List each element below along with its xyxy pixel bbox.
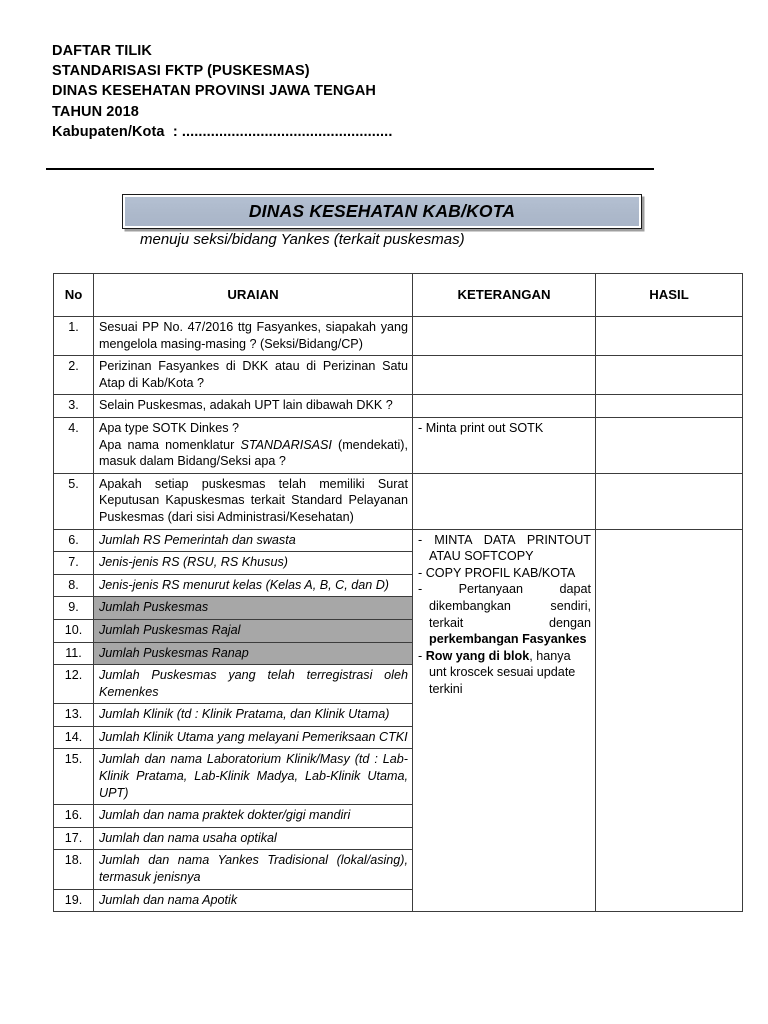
row-uraian-highlighted: Jumlah Puskesmas Ranap	[94, 642, 413, 665]
banner-title: DINAS KESEHATAN KAB/KOTA	[248, 201, 516, 221]
header-line-kabupaten: Kabupaten/Kota : ...................................................	[52, 123, 393, 140]
row-uraian: Jumlah dan nama Yankes Tradisional (lokal/asing), termasuk jenisnya	[94, 850, 413, 889]
row-uraian: Jumlah dan nama Laboratorium Klinik/Masy (td : Lab-Klinik Pratama, Lab-Klinik Madya, Lab-Klinik Utama, UPT)	[94, 749, 413, 805]
row-number: 19.	[54, 889, 94, 912]
row-number: 5.	[54, 473, 94, 529]
document-header	[52, 41, 672, 142]
row-number: 16.	[54, 805, 94, 828]
banner-box	[122, 194, 642, 229]
row-keterangan	[413, 473, 596, 529]
checklist-table	[53, 273, 743, 912]
table-row	[54, 473, 743, 529]
row-keterangan: - Minta print out SOTK	[413, 417, 596, 473]
row-uraian: Sesuai PP No. 47/2016 ttg Fasyankes, siapakah yang mengelola masing-masing ? (Seksi/Bidang/CP)	[94, 317, 413, 356]
row-number: 15.	[54, 749, 94, 805]
banner-container	[122, 194, 642, 229]
row-uraian-line1: Apa type SOTK Dinkes ?	[99, 420, 239, 435]
row-uraian-line2-a: Apa nama nomenklatur	[99, 437, 241, 452]
row-hasil[interactable]	[596, 356, 743, 395]
header-line-standarisasi: STANDARISASI FKTP (PUSKESMAS)	[52, 63, 310, 80]
row-uraian-emphasis: STANDARISASI	[240, 437, 332, 452]
row-uraian: Jenis-jenis RS menurut kelas (Kelas A, B, C, dan D)	[94, 574, 413, 597]
col-header-hasil: HASIL	[596, 274, 743, 317]
row-uraian	[94, 417, 413, 473]
keterangan-note-4-rest: , hanya unt kroscek sesuai update terkini	[429, 648, 576, 696]
row-hasil[interactable]	[596, 473, 743, 529]
table-row	[54, 395, 743, 418]
row-number: 7.	[54, 552, 94, 575]
row-uraian: Jenis-jenis RS (RSU, RS Khusus)	[94, 552, 413, 575]
row-number: 1.	[54, 317, 94, 356]
row-number: 4.	[54, 417, 94, 473]
keterangan-note-2: - COPY PROFIL KAB/KOTA	[418, 565, 576, 580]
row-number: 13.	[54, 704, 94, 727]
row-number: 2.	[54, 356, 94, 395]
row-uraian: Apakah setiap puskesmas telah memiliki Surat Keputusan Kapuskesmas terkait Standard Pelayanan Puskesmas (dari sisi Administrasi/Kesehatan)	[94, 473, 413, 529]
row-uraian-line2-b: (mendekati), masuk dalam Bidang/Seksi apa ?	[99, 437, 408, 469]
row-uraian: Jumlah dan nama Apotik	[94, 889, 413, 912]
row-uraian: Jumlah RS Pemerintah dan swasta	[94, 529, 413, 552]
row-number: 18.	[54, 850, 94, 889]
table-header-row	[54, 274, 743, 317]
col-header-keterangan: KETERANGAN	[413, 274, 596, 317]
keterangan-merged-cell	[413, 529, 596, 912]
table-row	[54, 529, 743, 552]
row-keterangan	[413, 356, 596, 395]
row-number: 8.	[54, 574, 94, 597]
row-uraian: Jumlah Klinik Utama yang melayani Pemeriksaan CTKI	[94, 726, 413, 749]
row-number: 6.	[54, 529, 94, 552]
keterangan-note-4-dash: -	[418, 648, 426, 663]
row-uraian: Selain Puskesmas, adakah UPT lain dibawah DKK ?	[94, 395, 413, 418]
row-uraian-highlighted: Jumlah Puskesmas	[94, 597, 413, 620]
row-uraian: Jumlah dan nama usaha optikal	[94, 827, 413, 850]
col-header-uraian: URAIAN	[94, 274, 413, 317]
row-number: 9.	[54, 597, 94, 620]
table-row	[54, 417, 743, 473]
row-number: 17.	[54, 827, 94, 850]
row-hasil[interactable]	[596, 317, 743, 356]
row-number: 12.	[54, 665, 94, 704]
keterangan-note-3-text: - Pertanyaan dapat dikembangkan sendiri, terkait dengan	[418, 582, 591, 630]
hasil-merged-cell[interactable]	[596, 529, 743, 912]
table-row	[54, 317, 743, 356]
keterangan-note-4-bold: Row yang di blok	[425, 648, 530, 663]
banner-subtitle: menuju seksi/bidang Yankes (terkait puskesmas)	[140, 231, 465, 248]
header-line-dinas: DINAS KESEHATAN PROVINSI JAWA TENGAH	[52, 83, 376, 100]
row-number: 10.	[54, 619, 94, 642]
row-uraian: Jumlah dan nama praktek dokter/gigi mandiri	[94, 805, 413, 828]
keterangan-note-1: - MINTA DATA PRINTOUT ATAU SOFTCOPY	[418, 532, 591, 564]
keterangan-note-3	[418, 581, 591, 647]
keterangan-note-3-bold: perkembangan Fasyankes	[429, 632, 587, 647]
header-line-tahun: TAHUN 2018	[52, 103, 139, 120]
row-number: 3.	[54, 395, 94, 418]
row-uraian: Jumlah Klinik (td : Klinik Pratama, dan Klinik Utama)	[94, 704, 413, 727]
banner-fill	[125, 197, 639, 226]
col-header-no: No	[54, 274, 94, 317]
header-line-title: DAFTAR TILIK	[52, 43, 152, 59]
row-uraian-highlighted: Jumlah Puskesmas Rajal	[94, 619, 413, 642]
row-hasil[interactable]	[596, 395, 743, 418]
row-keterangan	[413, 395, 596, 418]
row-uraian: Jumlah Puskesmas yang telah terregistrasi oleh Kemenkes	[94, 665, 413, 704]
row-uraian: Perizinan Fasyankes di DKK atau di Perizinan Satu Atap di Kab/Kota ?	[94, 356, 413, 395]
header-divider	[46, 168, 654, 170]
keterangan-note-4	[418, 648, 591, 698]
row-number: 14.	[54, 726, 94, 749]
table-row	[54, 356, 743, 395]
row-hasil[interactable]	[596, 417, 743, 473]
row-number: 11.	[54, 642, 94, 665]
row-keterangan	[413, 317, 596, 356]
